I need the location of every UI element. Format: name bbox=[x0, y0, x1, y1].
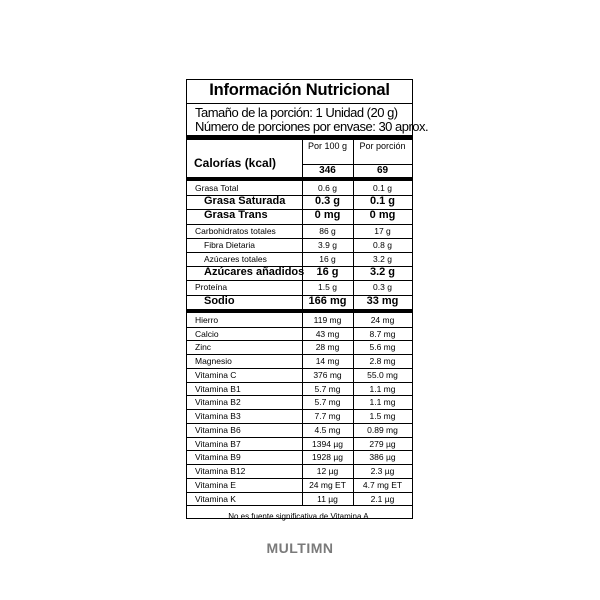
micronutrient-per-100g: 11 µg bbox=[317, 493, 338, 504]
micronutrient-name: Calcio bbox=[195, 328, 219, 339]
nutrient-row bbox=[187, 209, 412, 223]
micronutrient-row bbox=[187, 478, 412, 492]
nutrient-row bbox=[187, 266, 412, 280]
nutrient-row bbox=[187, 295, 412, 309]
nutrient-per-serving: 0.1 g bbox=[369, 195, 396, 208]
micronutrient-name: Zinc bbox=[195, 342, 212, 353]
micronutrient-row bbox=[187, 327, 412, 341]
micronutrient-per-serving: 2.8 mg bbox=[369, 356, 396, 367]
micronutrient-row bbox=[187, 340, 412, 354]
nutrient-name: Grasa Trans bbox=[204, 209, 268, 222]
micronutrient-name: Vitamina B3 bbox=[195, 411, 241, 422]
micronutrient-per-100g: 119 mg bbox=[313, 314, 342, 325]
micronutrient-per-serving: 8.7 mg bbox=[369, 328, 396, 339]
footnote: No es fuente significativa de Vitamina A. bbox=[228, 512, 371, 522]
nutrient-row bbox=[187, 224, 412, 238]
micronutrient-name: Hierro bbox=[195, 314, 219, 325]
nutrient-row bbox=[187, 238, 412, 252]
micronutrient-per-100g: 4.5 mg bbox=[314, 424, 341, 435]
micronutrient-per-100g: 14 mg bbox=[315, 356, 340, 367]
micronutrient-per-100g: 43 mg bbox=[315, 328, 340, 339]
nutrient-per-serving: 17 g bbox=[374, 225, 391, 236]
micronutrient-row bbox=[187, 437, 412, 451]
micronutrient-name: Vitamina K bbox=[195, 493, 236, 504]
micronutrient-row bbox=[187, 313, 412, 327]
serving-size: Tamaño de la porción: 1 Unidad (20 g) bbox=[195, 105, 398, 120]
nutrient-per-100g: 86 g bbox=[319, 225, 336, 236]
brand-name: MULTIMN bbox=[266, 540, 334, 556]
nutrient-name: Carbohidratos totales bbox=[195, 225, 276, 236]
micronutrient-name: Magnesio bbox=[195, 356, 232, 367]
nutrient-per-100g: 16 g bbox=[316, 266, 339, 279]
nutrient-name: Grasa Total bbox=[195, 183, 239, 193]
micronutrient-per-serving: 1.1 mg bbox=[369, 397, 396, 408]
column-divider-1 bbox=[302, 140, 303, 505]
nutrient-per-serving: 0 mg bbox=[369, 209, 396, 222]
micronutrient-row bbox=[187, 464, 412, 478]
nutrient-name: Sodio bbox=[204, 294, 235, 307]
micronutrient-per-serving: 4.7 mg ET bbox=[362, 479, 403, 490]
micronutrient-name: Vitamina B1 bbox=[195, 383, 241, 394]
micronutrient-per-100g: 1928 µg bbox=[312, 452, 343, 463]
title-divider bbox=[187, 103, 412, 104]
micronutrient-per-100g: 376 mg bbox=[313, 369, 342, 380]
micronutrient-name: Vitamina B2 bbox=[195, 397, 241, 408]
nutrient-per-100g: 0.3 g bbox=[314, 195, 341, 208]
nutrient-name: Fibra Dietaria bbox=[204, 239, 256, 250]
column-divider-2 bbox=[353, 140, 354, 505]
nutrient-per-100g: 0 mg bbox=[314, 209, 341, 222]
micronutrient-name: Vitamina B7 bbox=[195, 438, 241, 449]
footnote-divider bbox=[187, 505, 412, 506]
micronutrient-per-100g: 7.7 mg bbox=[314, 411, 341, 422]
nutrient-per-serving: 3.2 g bbox=[369, 266, 396, 279]
thick-divider-top bbox=[187, 135, 412, 140]
micronutrient-per-serving: 1.5 mg bbox=[369, 411, 396, 422]
micronutrient-per-100g: 5.7 mg bbox=[314, 397, 341, 408]
micronutrient-per-100g: 24 mg ET bbox=[309, 479, 346, 490]
nutrient-per-serving: 33 mg bbox=[366, 294, 399, 307]
micronutrient-row bbox=[187, 368, 412, 382]
nutrient-per-serving: 3.2 g bbox=[373, 254, 392, 264]
calories-per-serving: 69 bbox=[376, 165, 389, 176]
nutrition-facts-panel bbox=[186, 79, 429, 522]
column-header-per-serving: Por porción bbox=[359, 141, 406, 151]
micronutrient-per-serving: 2.3 µg bbox=[370, 466, 395, 477]
micronutrient-row bbox=[187, 492, 412, 506]
nutrient-per-100g: 0.6 g bbox=[318, 183, 337, 193]
micronutrient-per-serving: 5.6 mg bbox=[369, 342, 396, 353]
micronutrient-name: Vitamina B9 bbox=[195, 452, 241, 463]
nutrient-per-100g: 166 mg bbox=[308, 294, 347, 307]
nutrient-name: Grasa Saturada bbox=[204, 195, 286, 208]
micronutrient-row bbox=[187, 450, 412, 464]
micronutrient-per-100g: 5.7 mg bbox=[314, 383, 341, 394]
micronutrient-row bbox=[187, 354, 412, 368]
nutrient-per-serving: 0.8 g bbox=[373, 239, 392, 250]
micronutrient-per-serving: 0.89 mg bbox=[367, 424, 398, 435]
micronutrient-per-serving: 279 µg bbox=[369, 438, 396, 449]
column-header-per-100g: Por 100 g bbox=[307, 141, 348, 151]
micronutrient-row bbox=[187, 395, 412, 409]
micronutrient-name: Vitamina B6 bbox=[195, 424, 241, 435]
micronutrient-per-serving: 24 mg bbox=[370, 314, 395, 325]
nutrient-per-100g: 16 g bbox=[319, 254, 336, 264]
nutrient-row bbox=[187, 195, 412, 209]
micronutrient-per-serving: 386 µg bbox=[369, 452, 396, 463]
micronutrient-name: Vitamina B12 bbox=[195, 466, 246, 477]
panel-title: Información Nutricional bbox=[209, 81, 390, 99]
nutrient-row bbox=[187, 252, 412, 266]
micronutrient-row bbox=[187, 423, 412, 437]
micronutrient-per-100g: 28 mg bbox=[315, 342, 340, 353]
micronutrient-per-100g: 1394 µg bbox=[312, 438, 343, 449]
nutrient-per-serving: 0.1 g bbox=[373, 183, 392, 193]
calories-per-100g: 346 bbox=[319, 165, 336, 176]
nutrient-name: Azúcares totales bbox=[204, 254, 267, 264]
nutrient-row bbox=[187, 181, 412, 195]
nutrient-per-100g: 3.9 g bbox=[318, 239, 337, 250]
nutrient-name: Azúcares añadidos bbox=[204, 266, 305, 279]
servings-per-container: Número de porciones por envase: 30 aprox. bbox=[195, 119, 429, 134]
calories-label: Calorías (kcal) bbox=[194, 156, 277, 170]
nutrient-per-serving: 0.3 g bbox=[373, 282, 392, 293]
micronutrient-per-serving: 1.1 mg bbox=[369, 383, 396, 394]
micronutrient-per-serving: 55.0 mg bbox=[367, 369, 398, 380]
micronutrient-name: Vitamina C bbox=[195, 369, 237, 380]
micronutrient-name: Vitamina E bbox=[195, 479, 236, 490]
micronutrient-row bbox=[187, 409, 412, 423]
nutrient-row bbox=[187, 280, 412, 294]
micronutrient-per-100g: 12 µg bbox=[316, 466, 339, 477]
micronutrient-row bbox=[187, 382, 412, 396]
nutrient-name: Proteína bbox=[195, 282, 228, 293]
nutrient-per-100g: 1.5 g bbox=[318, 282, 337, 293]
micronutrient-per-serving: 2.1 µg bbox=[370, 493, 395, 504]
